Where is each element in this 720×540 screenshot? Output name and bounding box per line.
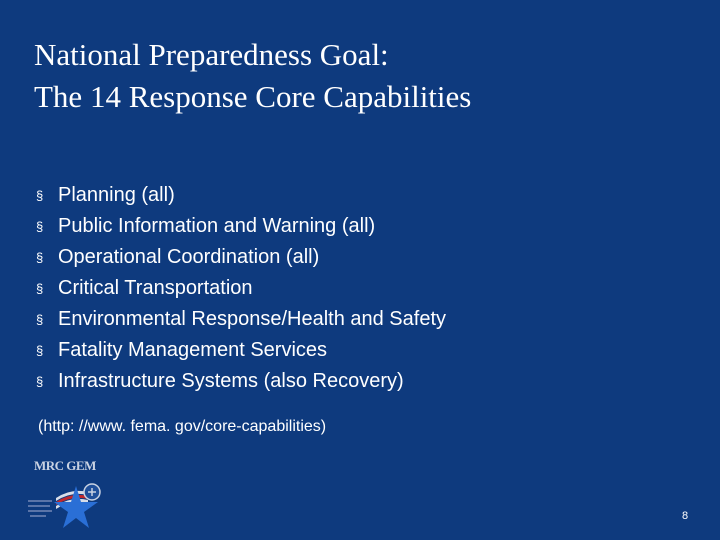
list-item <box>36 366 446 397</box>
star-flag-logo-icon <box>26 458 116 530</box>
bullet-text: Infrastructure Systems (also Recovery) <box>58 370 404 392</box>
bullet-text: Critical Transportation <box>58 277 253 299</box>
mrc-gem-logo <box>26 458 116 530</box>
bullet-text: Environmental Response/Health and Safety <box>58 308 447 330</box>
bullet-text: Operational Coordination (all) <box>58 246 320 268</box>
bullet-list <box>36 180 446 397</box>
list-item <box>36 211 446 242</box>
bullet-icon: § <box>36 312 44 327</box>
bullet-icon: § <box>36 281 44 296</box>
bullet-text: Planning (all) <box>58 184 175 206</box>
bullet-icon: § <box>36 188 44 203</box>
bullet-text: Fatality Management Services <box>58 339 328 361</box>
list-item <box>36 304 446 335</box>
bullet-icon: § <box>36 343 44 358</box>
page-number: 8 <box>682 510 689 522</box>
title-line-1: National Preparedness Goal: <box>34 37 389 72</box>
source-url: (http: //www. fema. gov/core-capabilities) <box>38 418 327 435</box>
list-item <box>36 273 446 304</box>
bullet-icon: § <box>36 374 44 389</box>
bullet-icon: § <box>36 219 44 234</box>
list-item <box>36 335 446 366</box>
list-item <box>36 242 446 273</box>
list-item <box>36 180 446 211</box>
title-line-2: The 14 Response Core Capabilities <box>34 79 472 114</box>
bullet-text: Public Information and Warning (all) <box>58 215 376 237</box>
logo-text: MRC GEM <box>34 458 96 473</box>
bullet-icon: § <box>36 250 44 265</box>
slide-title <box>34 34 471 118</box>
